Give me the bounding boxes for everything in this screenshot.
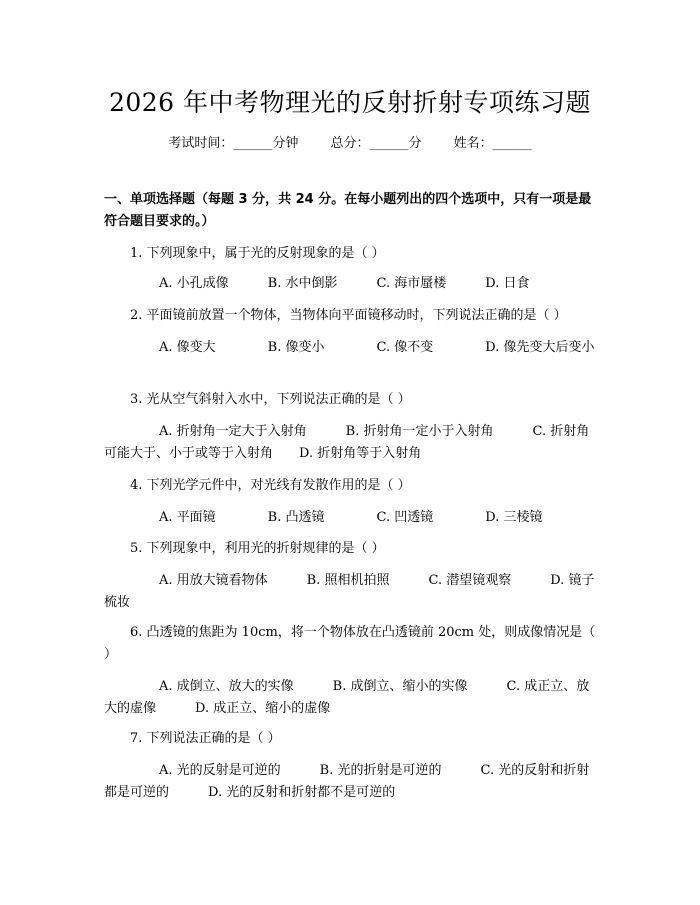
question-7 xyxy=(104,728,599,804)
question-stem: 7. 下列说法正确的是（ ） xyxy=(130,731,281,746)
question-stem: 4. 下列光学元件中，对光线有发散作用的是（ ） xyxy=(130,478,411,493)
question-options: A. 平面镜 B. 凸透镜 C. 凹透镜 D. 三棱镜 xyxy=(159,510,543,525)
total-score-field: 总分：______分 xyxy=(330,136,422,151)
question-stem: 1. 下列现象中，属于光的反射现象的是（ ） xyxy=(130,246,385,261)
question-options: A. 用放大镜看物体 B. 照相机拍照 C. 潜望镜观察 D. 镜子梳妆 xyxy=(104,573,595,610)
question-options: A. 小孔成像 B. 水中倒影 C. 海市蜃楼 D. 日食 xyxy=(159,276,530,291)
question-5 xyxy=(104,538,599,614)
question-stem: 6. 凸透镜的焦距为 10cm，将一个物体放在凸透镜前 20cm 处，则成像情况是（ ） xyxy=(104,625,596,662)
question-1 xyxy=(104,243,599,295)
question-stem: 2. 平面镜前放置一个物体，当物体向平面镜移动时，下列说法正确的是（ ） xyxy=(130,308,567,323)
student-name-field: 姓名：______ xyxy=(453,136,532,151)
question-stem: 5. 下列现象中，利用光的折射规律的是（ ） xyxy=(130,541,385,556)
question-3 xyxy=(104,389,599,465)
question-4 xyxy=(104,475,599,529)
question-options: A. 光的反射是可逆的 B. 光的折射是可逆的 C. 光的反射和折射都是可逆的 D. 光的反射和折射都不是可逆的 xyxy=(104,763,590,800)
exam-meta xyxy=(0,132,700,151)
exam-time-field: 考试时间：______分钟 xyxy=(168,136,299,151)
question-options: A. 像变大 B. 像变小 C. 像不变 D. 像先变大后变小 xyxy=(159,340,595,355)
question-6 xyxy=(104,622,599,720)
question-options: A. 折射角一定大于入射角 B. 折射角一定小于入射角 C. 折射角可能大于、小于或等于入射角 D. 折射角等于入射角 xyxy=(104,424,590,461)
question-2 xyxy=(104,305,599,359)
question-options: A. 成倒立、放大的实像 B. 成倒立、缩小的实像 C. 成正立、放大的虚像 D. 成正立、缩小的虚像 xyxy=(104,679,590,716)
section-heading: 一、单项选择题（每题 3 分，共 24 分。在每小题列出的四个选项中，只有一项是最符合题目要求的。） xyxy=(104,192,592,229)
question-stem: 3. 光从空气斜射入水中，下列说法正确的是（ ） xyxy=(130,392,411,407)
page-title: 2026 年中考物理光的反射折射专项练习题 xyxy=(108,88,592,117)
